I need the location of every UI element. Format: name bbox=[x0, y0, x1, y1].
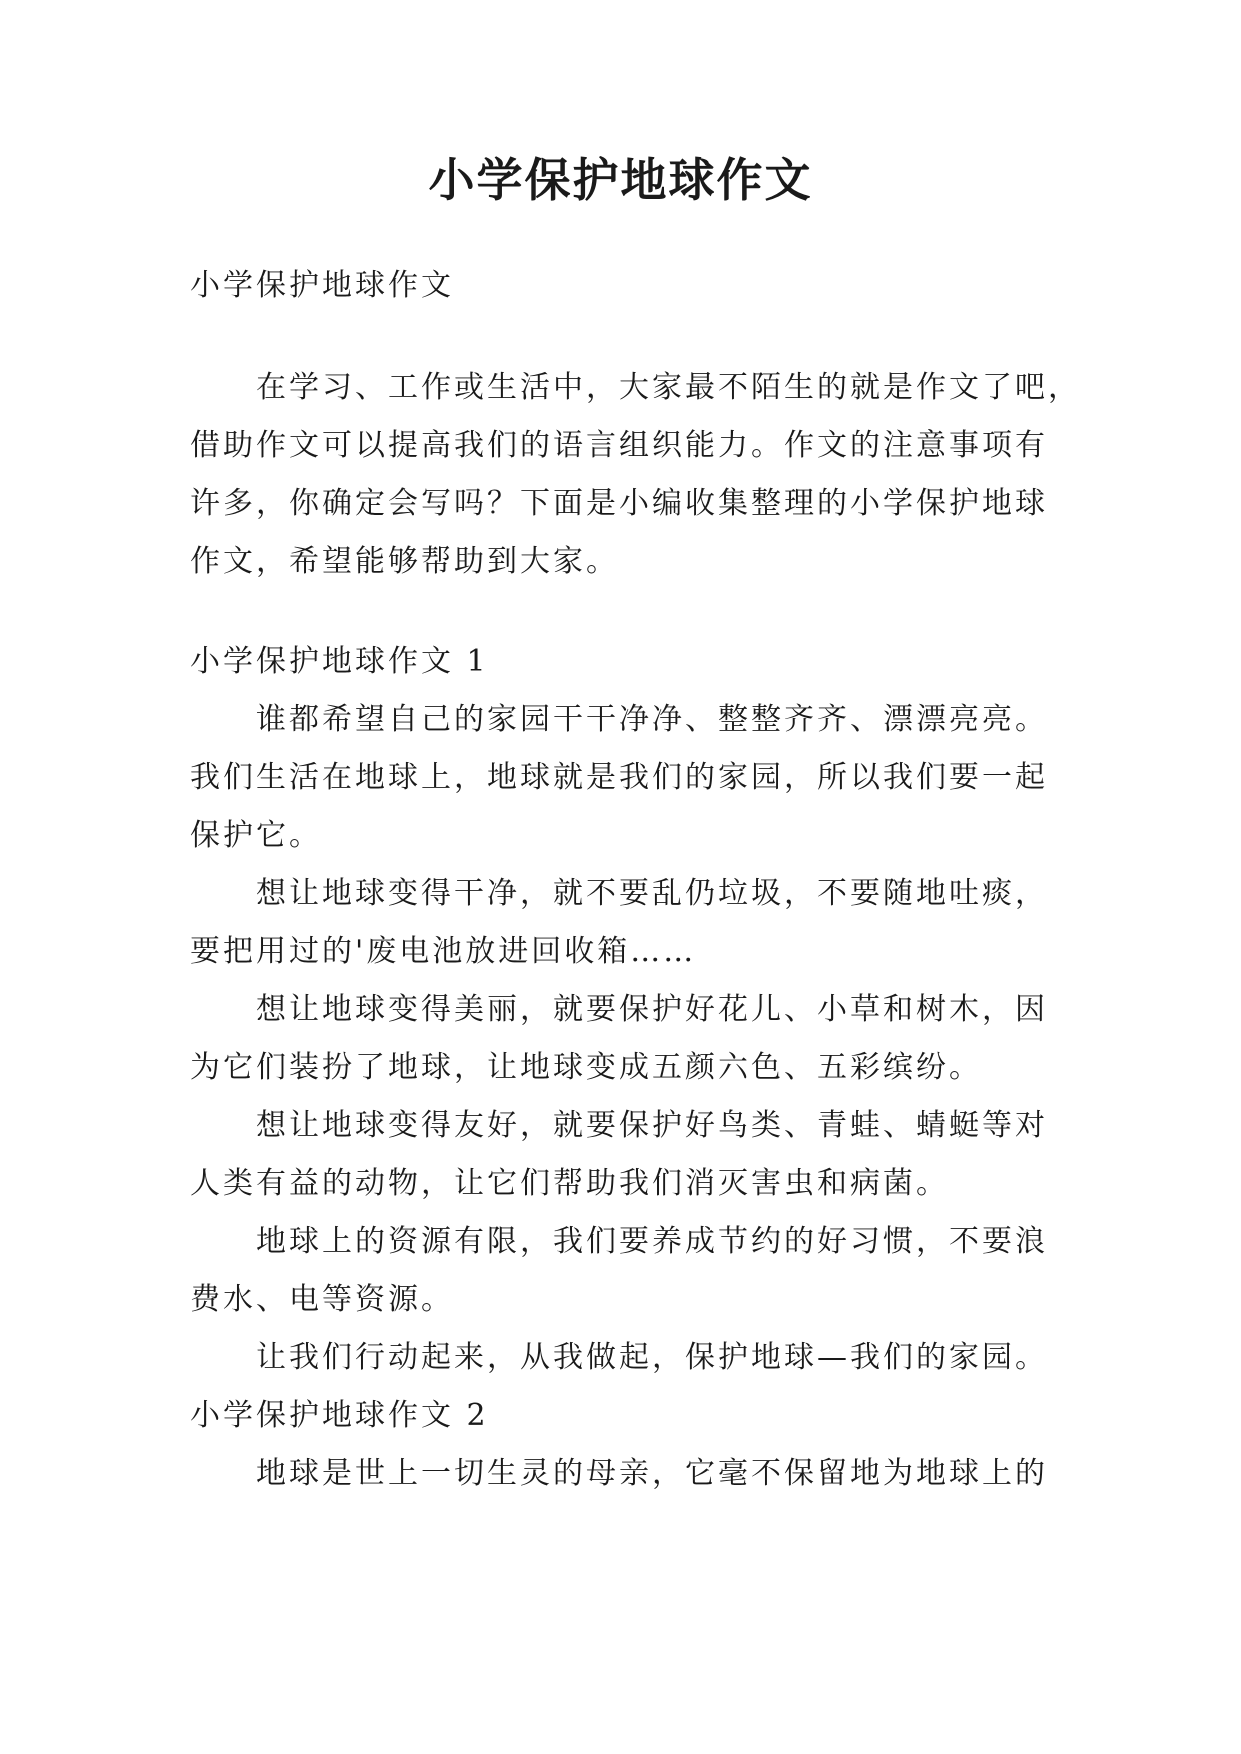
subtitle-line: 小学保护地球作文 bbox=[190, 268, 454, 303]
text-line: 让我们行动起来，从我做起，保护地球—我们的家园。 bbox=[256, 1340, 1048, 1375]
text-line: 想让地球变得友好，就要保护好鸟类、青蛙、蜻蜓等对 bbox=[256, 1108, 1048, 1143]
text-line: 地球上的资源有限，我们要养成节约的好习惯，不要浪 bbox=[256, 1224, 1048, 1259]
text-line: 谁都希望自己的家园干干净净、整整齐齐、漂漂亮亮。 bbox=[256, 702, 1048, 737]
text-line: 保护它。 bbox=[190, 818, 322, 853]
text-line: 地球是世上一切生灵的母亲，它毫不保留地为地球上的 bbox=[256, 1456, 1048, 1491]
section-heading: 小学保护地球作文 1 bbox=[190, 644, 489, 679]
text-line: 要把用过的'废电池放进回收箱…… bbox=[190, 934, 697, 969]
section-heading: 小学保护地球作文 2 bbox=[190, 1398, 489, 1433]
text-line: 我们生活在地球上，地球就是我们的家园，所以我们要一起 bbox=[190, 760, 1048, 795]
text-line: 许多，你确定会写吗？下面是小编收集整理的小学保护地球 bbox=[190, 486, 1048, 521]
text-line: 作文，希望能够帮助到大家。 bbox=[190, 544, 619, 579]
text-line: 想让地球变得干净，就不要乱仍垃圾，不要随地吐痰， bbox=[256, 876, 1048, 911]
text-line: 借助作文可以提高我们的语言组织能力。作文的注意事项有 bbox=[190, 428, 1048, 463]
text-line: 在学习、工作或生活中，大家最不陌生的就是作文了吧， bbox=[256, 370, 1081, 405]
text-line: 想让地球变得美丽，就要保护好花儿、小草和树木，因 bbox=[256, 992, 1048, 1027]
text-line: 费水、电等资源。 bbox=[190, 1282, 454, 1317]
text-line: 人类有益的动物，让它们帮助我们消灭害虫和病菌。 bbox=[190, 1166, 949, 1201]
text-line: 为它们装扮了地球，让地球变成五颜六色、五彩缤纷。 bbox=[190, 1050, 982, 1085]
document-title: 小学保护地球作文 bbox=[428, 153, 813, 207]
